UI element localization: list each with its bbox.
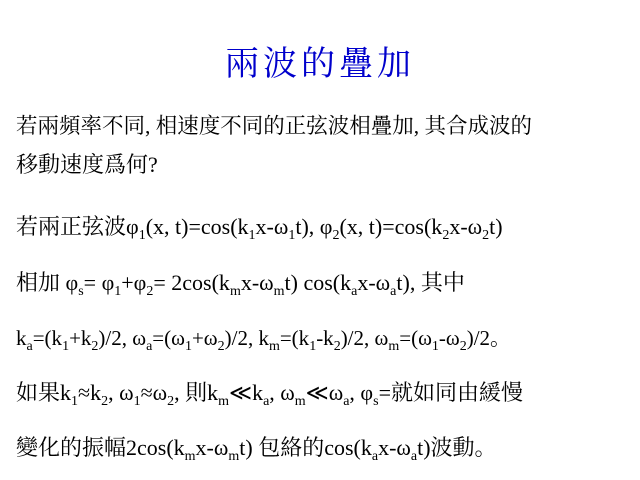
definitions-line: $k_a=(k_1+k_2)/2$, $\omega_a=(\omega_1+\omega_2)/2$, $k_m=(k_1-k_2)/2$, $\omega_m=(\omega_1-\omega_2)/2$。 bbox=[16, 326, 512, 354]
wave-definition-line: 若兩正弦波$\varphi_1(x$, $t)=\cos(k_1x-\omega_1t)$, $\varphi_2(x$, $t)=\cos(k_2x-\omega_2t)$ bbox=[16, 214, 503, 243]
question-line-2: 移動速度爲何? bbox=[16, 152, 158, 177]
approximation-line: 如果$k_1\approx k_2$, $\omega_1\approx\omega_2$, 則$k_m≪k_a$, $\omega_m≪\omega_a$, $\varphi_s=$就如同由緩慢 bbox=[16, 380, 523, 409]
question-line-1: 若兩頻率不同, 相速度不同的正弦波相疊加, 其合成波的 bbox=[16, 114, 533, 138]
envelope-line: 變化的振幅$2\cos(k_mx-\omega_mt)$ 包絡的$\cos(k_ax-\omega_at)$波動。 bbox=[16, 435, 497, 464]
superposition-line: 相加 $\varphi_s= \varphi_1+\varphi_2= 2\cos(k_mx-\omega_mt)$ $\cos(k_ax-\omega_at)$, 其中 bbox=[16, 270, 465, 299]
page-title: 兩波的疊加 bbox=[225, 44, 415, 84]
